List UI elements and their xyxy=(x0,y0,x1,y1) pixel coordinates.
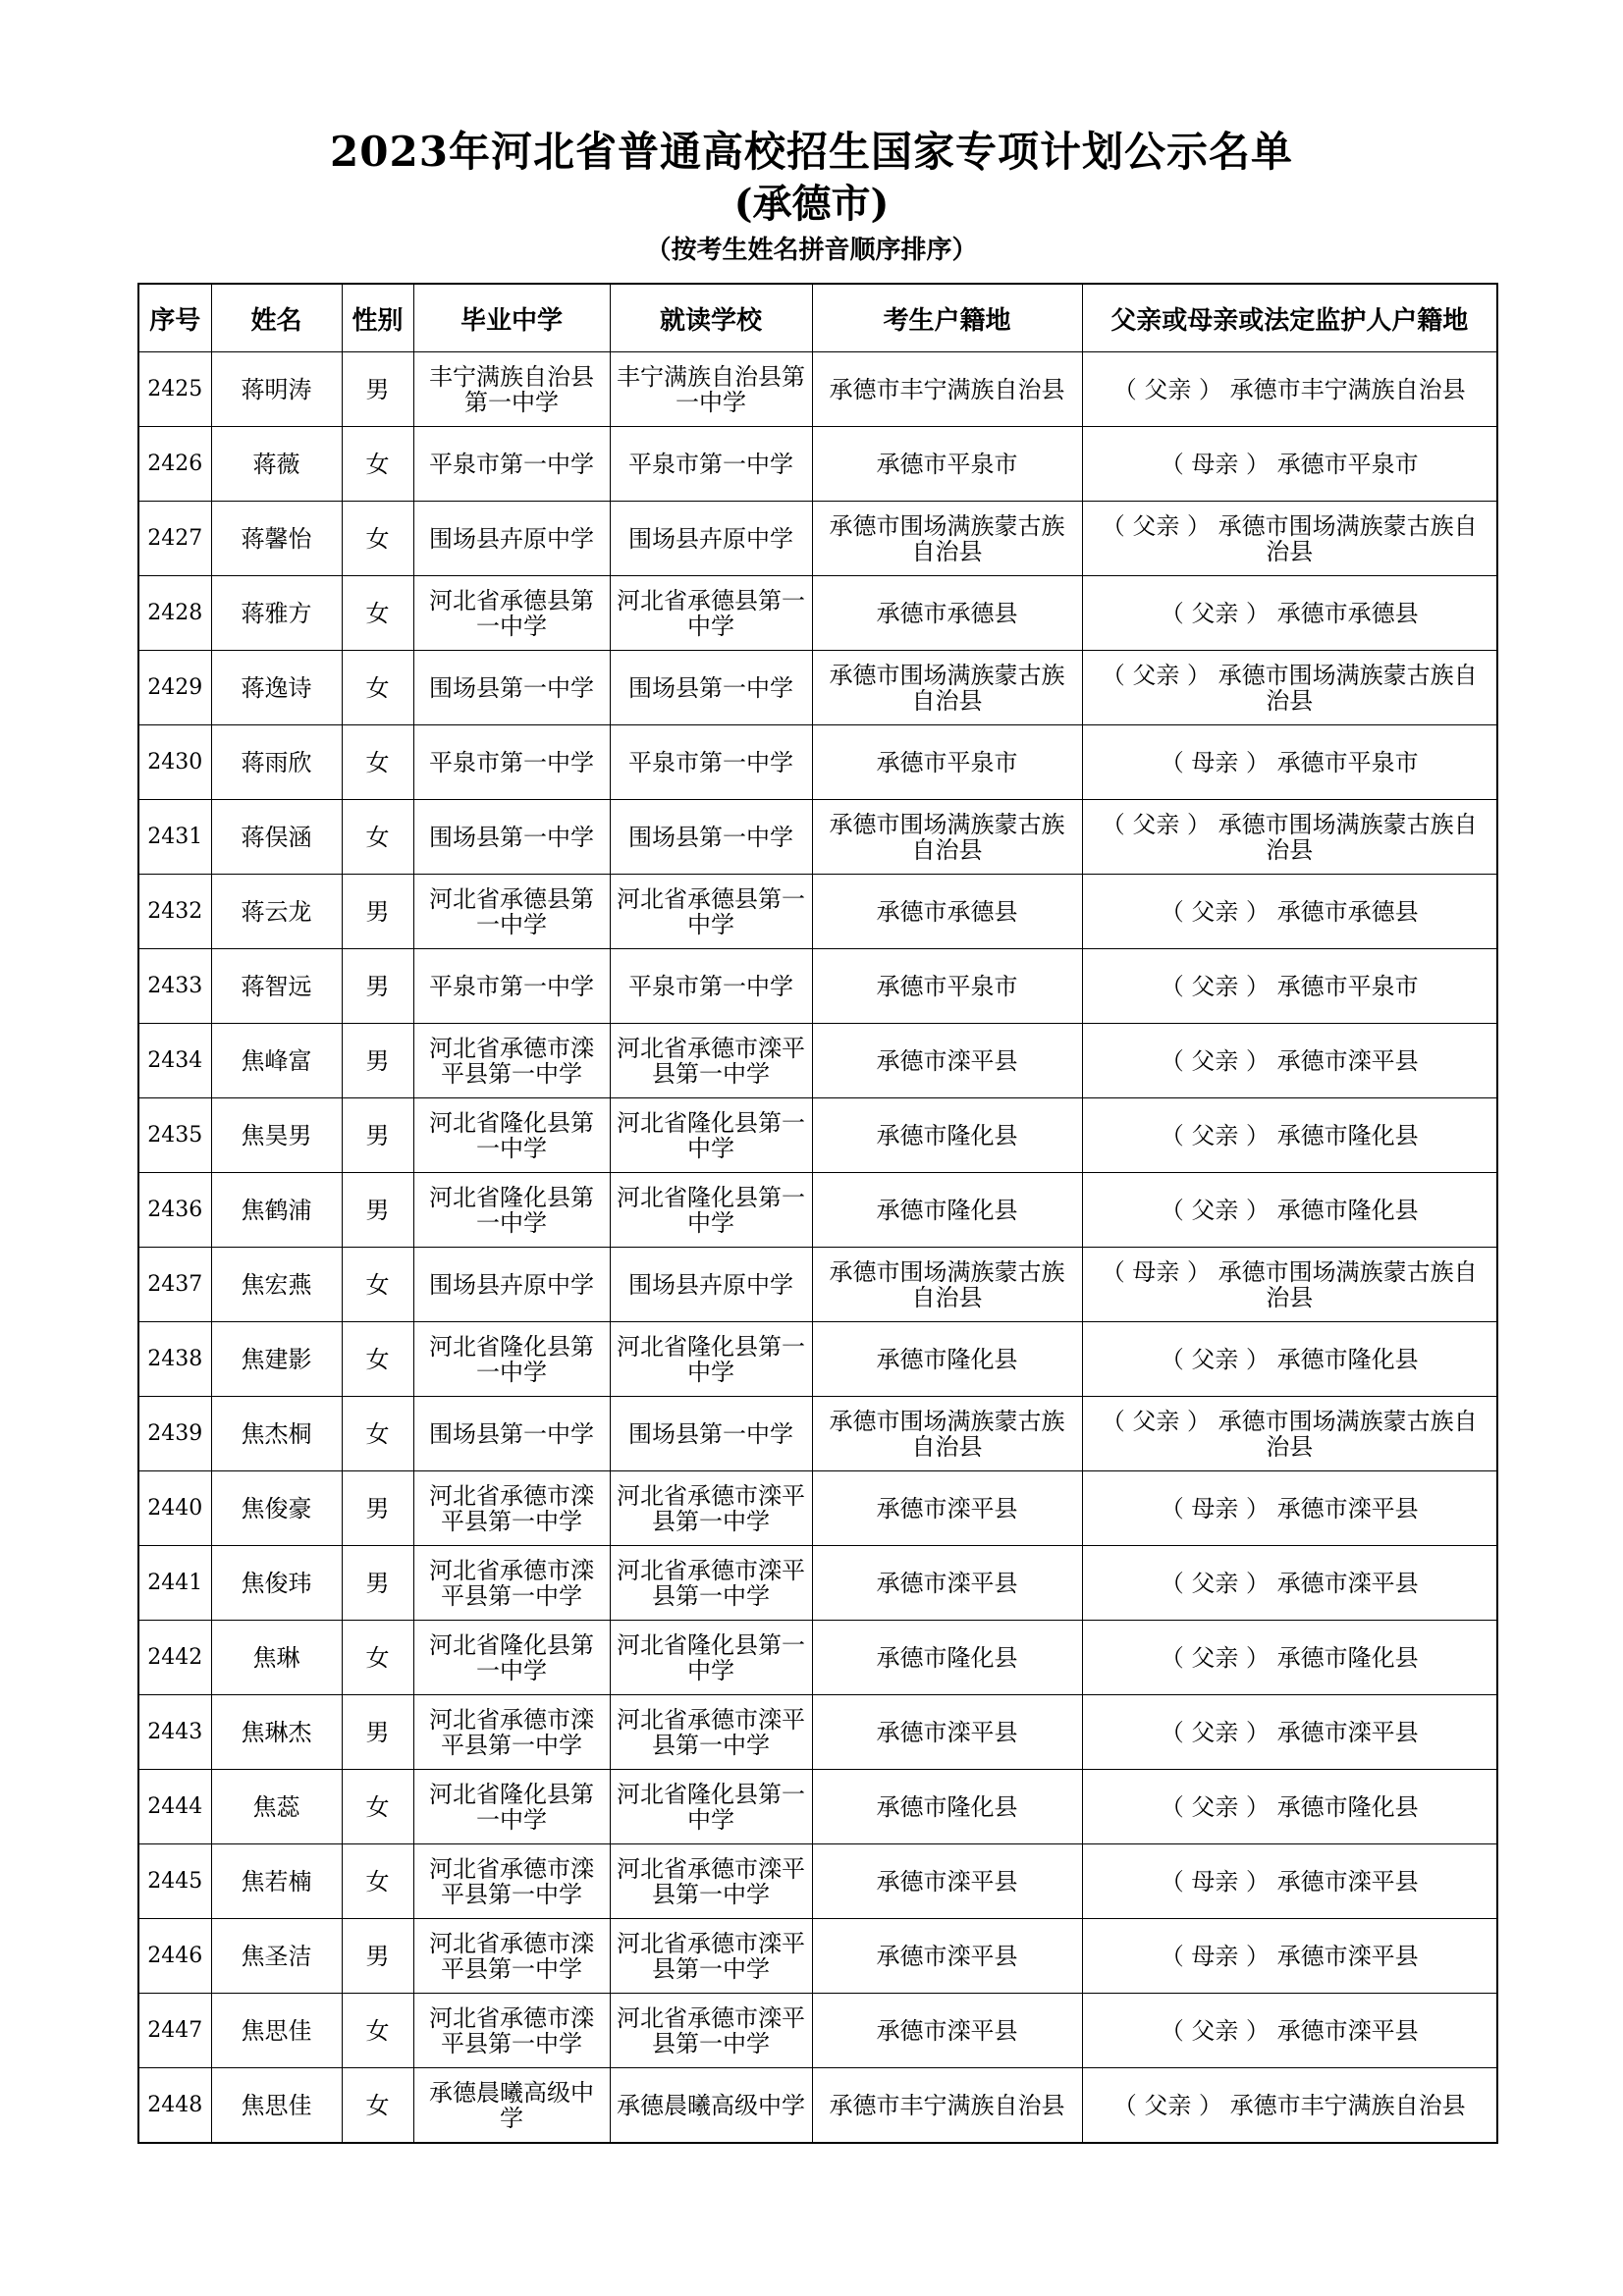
table-row xyxy=(138,949,1497,1024)
cell-guardian-hukou: （ 父亲 ） 承德市隆化县 xyxy=(1082,1173,1497,1248)
header-seq: 序号 xyxy=(138,284,211,352)
cell-current-school: 河北省承德市滦平县第一中学 xyxy=(610,1471,812,1546)
cell-name: 焦琳 xyxy=(211,1621,342,1695)
cell-student-hukou: 承德市滦平县 xyxy=(812,1919,1082,1994)
cell-guardian-hukou: （ 父亲 ） 承德市隆化县 xyxy=(1082,1098,1497,1173)
cell-student-hukou: 承德市隆化县 xyxy=(812,1098,1082,1173)
cell-guardian-hukou: （ 父亲 ） 承德市滦平县 xyxy=(1082,1024,1497,1098)
cell-graduated-school: 河北省承德市滦平县第一中学 xyxy=(413,1024,610,1098)
cell-seq: 2435 xyxy=(138,1098,211,1173)
cell-current-school: 河北省承德市滦平县第一中学 xyxy=(610,1024,812,1098)
cell-guardian-hukou: （ 母亲 ） 承德市滦平县 xyxy=(1082,1919,1497,1994)
table-row xyxy=(138,1546,1497,1621)
cell-seq: 2440 xyxy=(138,1471,211,1546)
cell-gender: 男 xyxy=(342,1173,413,1248)
cell-guardian-hukou: （ 母亲 ） 承德市平泉市 xyxy=(1082,427,1497,502)
cell-current-school: 河北省承德市滦平县第一中学 xyxy=(610,1546,812,1621)
cell-graduated-school: 河北省承德市滦平县第一中学 xyxy=(413,1695,610,1770)
cell-guardian-hukou: （ 父亲 ） 承德市隆化县 xyxy=(1082,1322,1497,1397)
cell-name: 焦峰富 xyxy=(211,1024,342,1098)
table-row xyxy=(138,352,1497,427)
cell-seq: 2443 xyxy=(138,1695,211,1770)
cell-seq: 2437 xyxy=(138,1248,211,1322)
cell-graduated-school: 河北省承德县第一中学 xyxy=(413,875,610,949)
cell-current-school: 河北省隆化县第一中学 xyxy=(610,1770,812,1844)
cell-student-hukou: 承德市滦平县 xyxy=(812,1471,1082,1546)
cell-current-school: 丰宁满族自治县第一中学 xyxy=(610,352,812,427)
cell-gender: 女 xyxy=(342,1770,413,1844)
cell-graduated-school: 河北省隆化县第一中学 xyxy=(413,1098,610,1173)
cell-student-hukou: 承德市隆化县 xyxy=(812,1770,1082,1844)
cell-graduated-school: 河北省隆化县第一中学 xyxy=(413,1322,610,1397)
cell-seq: 2444 xyxy=(138,1770,211,1844)
cell-current-school: 河北省承德县第一中学 xyxy=(610,875,812,949)
cell-gender: 女 xyxy=(342,1397,413,1471)
cell-current-school: 河北省承德市滦平县第一中学 xyxy=(610,1919,812,1994)
cell-gender: 女 xyxy=(342,427,413,502)
cell-student-hukou: 承德市围场满族蒙古族自治县 xyxy=(812,1397,1082,1471)
cell-current-school: 河北省隆化县第一中学 xyxy=(610,1621,812,1695)
cell-name: 焦宏燕 xyxy=(211,1248,342,1322)
cell-seq: 2442 xyxy=(138,1621,211,1695)
table-row xyxy=(138,1024,1497,1098)
cell-name: 蒋智远 xyxy=(211,949,342,1024)
cell-guardian-hukou: （ 父亲 ） 承德市滦平县 xyxy=(1082,1994,1497,2068)
cell-name: 焦昊男 xyxy=(211,1098,342,1173)
cell-student-hukou: 承德市承德县 xyxy=(812,875,1082,949)
cell-current-school: 河北省承德市滦平县第一中学 xyxy=(610,1695,812,1770)
cell-current-school: 围场县卉原中学 xyxy=(610,1248,812,1322)
cell-seq: 2431 xyxy=(138,800,211,875)
header-gender: 性别 xyxy=(342,284,413,352)
cell-graduated-school: 围场县卉原中学 xyxy=(413,1248,610,1322)
cell-name: 焦杰桐 xyxy=(211,1397,342,1471)
table-row xyxy=(138,1322,1497,1397)
table-row xyxy=(138,1397,1497,1471)
cell-name: 焦思佳 xyxy=(211,1994,342,2068)
cell-graduated-school: 河北省承德市滦平县第一中学 xyxy=(413,1471,610,1546)
cell-name: 蒋俣涵 xyxy=(211,800,342,875)
cell-student-hukou: 承德市丰宁满族自治县 xyxy=(812,2068,1082,2144)
cell-student-hukou: 承德市承德县 xyxy=(812,576,1082,651)
table-row xyxy=(138,875,1497,949)
cell-gender: 男 xyxy=(342,1024,413,1098)
cell-current-school: 围场县第一中学 xyxy=(610,651,812,725)
cell-seq: 2447 xyxy=(138,1994,211,2068)
cell-guardian-hukou: （ 父亲 ） 承德市承德县 xyxy=(1082,875,1497,949)
header-current-school: 就读学校 xyxy=(610,284,812,352)
cell-gender: 女 xyxy=(342,1322,413,1397)
cell-graduated-school: 河北省隆化县第一中学 xyxy=(413,1621,610,1695)
cell-current-school: 河北省承德市滦平县第一中学 xyxy=(610,1844,812,1919)
cell-name: 蒋明涛 xyxy=(211,352,342,427)
cell-gender: 女 xyxy=(342,576,413,651)
cell-student-hukou: 承德市平泉市 xyxy=(812,427,1082,502)
cell-student-hukou: 承德市滦平县 xyxy=(812,1024,1082,1098)
cell-current-school: 河北省隆化县第一中学 xyxy=(610,1322,812,1397)
cell-guardian-hukou: （ 父亲 ） 承德市丰宁满族自治县 xyxy=(1082,2068,1497,2144)
cell-name: 焦思佳 xyxy=(211,2068,342,2144)
cell-guardian-hukou: （ 父亲 ） 承德市围场满族蒙古族自治县 xyxy=(1082,502,1497,576)
cell-current-school: 河北省隆化县第一中学 xyxy=(610,1098,812,1173)
cell-gender: 女 xyxy=(342,1994,413,2068)
cell-guardian-hukou: （ 父亲 ） 承德市丰宁满族自治县 xyxy=(1082,352,1497,427)
cell-graduated-school: 平泉市第一中学 xyxy=(413,725,610,800)
table-body xyxy=(138,352,1497,2144)
header-graduated-school: 毕业中学 xyxy=(413,284,610,352)
cell-current-school: 平泉市第一中学 xyxy=(610,949,812,1024)
table-row xyxy=(138,651,1497,725)
cell-student-hukou: 承德市滦平县 xyxy=(812,1844,1082,1919)
table-row xyxy=(138,1173,1497,1248)
cell-current-school: 承德晨曦高级中学 xyxy=(610,2068,812,2144)
cell-student-hukou: 承德市围场满族蒙古族自治县 xyxy=(812,651,1082,725)
cell-student-hukou: 承德市隆化县 xyxy=(812,1173,1082,1248)
page-title: 2023年河北省普通高校招生国家专项计划公示名单 xyxy=(330,128,1293,176)
cell-guardian-hukou: （ 父亲 ） 承德市承德县 xyxy=(1082,576,1497,651)
cell-guardian-hukou: （ 父亲 ） 承德市围场满族蒙古族自治县 xyxy=(1082,651,1497,725)
cell-name: 蒋薇 xyxy=(211,427,342,502)
cell-gender: 男 xyxy=(342,1546,413,1621)
table-row xyxy=(138,1098,1497,1173)
cell-name: 蒋云龙 xyxy=(211,875,342,949)
cell-guardian-hukou: （ 母亲 ） 承德市滦平县 xyxy=(1082,1471,1497,1546)
cell-seq: 2425 xyxy=(138,352,211,427)
cell-seq: 2446 xyxy=(138,1919,211,1994)
cell-gender: 男 xyxy=(342,1098,413,1173)
cell-seq: 2436 xyxy=(138,1173,211,1248)
cell-name: 蒋逸诗 xyxy=(211,651,342,725)
cell-guardian-hukou: （ 父亲 ） 承德市平泉市 xyxy=(1082,949,1497,1024)
cell-name: 焦若楠 xyxy=(211,1844,342,1919)
cell-current-school: 围场县卉原中学 xyxy=(610,502,812,576)
cell-graduated-school: 围场县卉原中学 xyxy=(413,502,610,576)
cell-gender: 男 xyxy=(342,1695,413,1770)
cell-guardian-hukou: （ 父亲 ） 承德市滦平县 xyxy=(1082,1546,1497,1621)
cell-name: 蒋雨欣 xyxy=(211,725,342,800)
table-row xyxy=(138,1471,1497,1546)
cell-gender: 男 xyxy=(342,949,413,1024)
cell-seq: 2432 xyxy=(138,875,211,949)
cell-student-hukou: 承德市隆化县 xyxy=(812,1621,1082,1695)
document-header xyxy=(0,126,1623,269)
cell-graduated-school: 围场县第一中学 xyxy=(413,1397,610,1471)
cell-gender: 女 xyxy=(342,1621,413,1695)
header-guardian-hukou: 父亲或母亲或法定监护人户籍地 xyxy=(1082,284,1497,352)
table-row xyxy=(138,2068,1497,2144)
cell-graduated-school: 河北省承德市滦平县第一中学 xyxy=(413,1994,610,2068)
roster-table xyxy=(137,283,1498,2144)
cell-graduated-school: 丰宁满族自治县第一中学 xyxy=(413,352,610,427)
table-row xyxy=(138,725,1497,800)
cell-graduated-school: 承德晨曦高级中学 xyxy=(413,2068,610,2144)
table-row xyxy=(138,1994,1497,2068)
cell-seq: 2445 xyxy=(138,1844,211,1919)
cell-guardian-hukou: （ 母亲 ） 承德市滦平县 xyxy=(1082,1844,1497,1919)
cell-graduated-school: 河北省承德市滦平县第一中学 xyxy=(413,1844,610,1919)
cell-name: 焦鹤浦 xyxy=(211,1173,342,1248)
cell-gender: 女 xyxy=(342,800,413,875)
cell-gender: 女 xyxy=(342,502,413,576)
cell-gender: 男 xyxy=(342,1919,413,1994)
cell-student-hukou: 承德市滦平县 xyxy=(812,1546,1082,1621)
cell-seq: 2438 xyxy=(138,1322,211,1397)
cell-graduated-school: 河北省承德市滦平县第一中学 xyxy=(413,1919,610,1994)
cell-graduated-school: 围场县第一中学 xyxy=(413,800,610,875)
cell-guardian-hukou: （ 父亲 ） 承德市隆化县 xyxy=(1082,1770,1497,1844)
cell-graduated-school: 围场县第一中学 xyxy=(413,651,610,725)
cell-current-school: 河北省承德县第一中学 xyxy=(610,576,812,651)
cell-gender: 女 xyxy=(342,1844,413,1919)
cell-graduated-school: 河北省承德市滦平县第一中学 xyxy=(413,1546,610,1621)
cell-guardian-hukou: （ 母亲 ） 承德市平泉市 xyxy=(1082,725,1497,800)
cell-gender: 女 xyxy=(342,2068,413,2144)
cell-guardian-hukou: （ 父亲 ） 承德市围场满族蒙古族自治县 xyxy=(1082,800,1497,875)
table-row xyxy=(138,1770,1497,1844)
table-row xyxy=(138,800,1497,875)
cell-current-school: 平泉市第一中学 xyxy=(610,725,812,800)
cell-name: 焦建影 xyxy=(211,1322,342,1397)
cell-seq: 2428 xyxy=(138,576,211,651)
cell-graduated-school: 河北省隆化县第一中学 xyxy=(413,1770,610,1844)
cell-seq: 2434 xyxy=(138,1024,211,1098)
cell-guardian-hukou: （ 母亲 ） 承德市围场满族蒙古族自治县 xyxy=(1082,1248,1497,1322)
header-name: 姓名 xyxy=(211,284,342,352)
table-row xyxy=(138,1621,1497,1695)
cell-student-hukou: 承德市平泉市 xyxy=(812,949,1082,1024)
table-row xyxy=(138,427,1497,502)
cell-seq: 2427 xyxy=(138,502,211,576)
cell-gender: 女 xyxy=(342,651,413,725)
cell-student-hukou: 承德市平泉市 xyxy=(812,725,1082,800)
cell-graduated-school: 河北省承德县第一中学 xyxy=(413,576,610,651)
cell-name: 焦俊玮 xyxy=(211,1546,342,1621)
cell-guardian-hukou: （ 父亲 ） 承德市滦平县 xyxy=(1082,1695,1497,1770)
cell-seq: 2433 xyxy=(138,949,211,1024)
cell-name: 焦俊豪 xyxy=(211,1471,342,1546)
cell-gender: 女 xyxy=(342,725,413,800)
cell-guardian-hukou: （ 父亲 ） 承德市围场满族蒙古族自治县 xyxy=(1082,1397,1497,1471)
cell-seq: 2441 xyxy=(138,1546,211,1621)
cell-current-school: 平泉市第一中学 xyxy=(610,427,812,502)
cell-gender: 女 xyxy=(342,1248,413,1322)
header-student-hukou: 考生户籍地 xyxy=(812,284,1082,352)
cell-guardian-hukou: （ 父亲 ） 承德市隆化县 xyxy=(1082,1621,1497,1695)
cell-student-hukou: 承德市滦平县 xyxy=(812,1695,1082,1770)
cell-current-school: 围场县第一中学 xyxy=(610,800,812,875)
cell-current-school: 围场县第一中学 xyxy=(610,1397,812,1471)
cell-graduated-school: 平泉市第一中学 xyxy=(413,427,610,502)
cell-seq: 2429 xyxy=(138,651,211,725)
cell-student-hukou: 承德市围场满族蒙古族自治县 xyxy=(812,800,1082,875)
table-row xyxy=(138,1695,1497,1770)
cell-seq: 2448 xyxy=(138,2068,211,2144)
cell-current-school: 河北省隆化县第一中学 xyxy=(610,1173,812,1248)
cell-student-hukou: 承德市围场满族蒙古族自治县 xyxy=(812,1248,1082,1322)
cell-name: 焦琳杰 xyxy=(211,1695,342,1770)
cell-current-school: 河北省承德市滦平县第一中学 xyxy=(610,1994,812,2068)
cell-graduated-school: 河北省隆化县第一中学 xyxy=(413,1173,610,1248)
table-row xyxy=(138,502,1497,576)
cell-seq: 2439 xyxy=(138,1397,211,1471)
cell-name: 蒋馨怡 xyxy=(211,502,342,576)
table-header-row xyxy=(138,284,1497,352)
cell-student-hukou: 承德市丰宁满族自治县 xyxy=(812,352,1082,427)
page-subtitle: (承德市) xyxy=(733,181,890,227)
cell-seq: 2426 xyxy=(138,427,211,502)
table-row xyxy=(138,576,1497,651)
cell-name: 焦蕊 xyxy=(211,1770,342,1844)
cell-graduated-school: 平泉市第一中学 xyxy=(413,949,610,1024)
cell-student-hukou: 承德市围场满族蒙古族自治县 xyxy=(812,502,1082,576)
table-row xyxy=(138,1844,1497,1919)
cell-gender: 男 xyxy=(342,875,413,949)
cell-gender: 男 xyxy=(342,1471,413,1546)
cell-name: 蒋雅方 xyxy=(211,576,342,651)
sort-note: （按考生姓名拼音顺序排序） xyxy=(645,236,978,265)
table-row xyxy=(138,1248,1497,1322)
cell-student-hukou: 承德市滦平县 xyxy=(812,1994,1082,2068)
cell-gender: 男 xyxy=(342,352,413,427)
cell-seq: 2430 xyxy=(138,725,211,800)
table-row xyxy=(138,1919,1497,1994)
cell-name: 焦圣洁 xyxy=(211,1919,342,1994)
cell-student-hukou: 承德市隆化县 xyxy=(812,1322,1082,1397)
